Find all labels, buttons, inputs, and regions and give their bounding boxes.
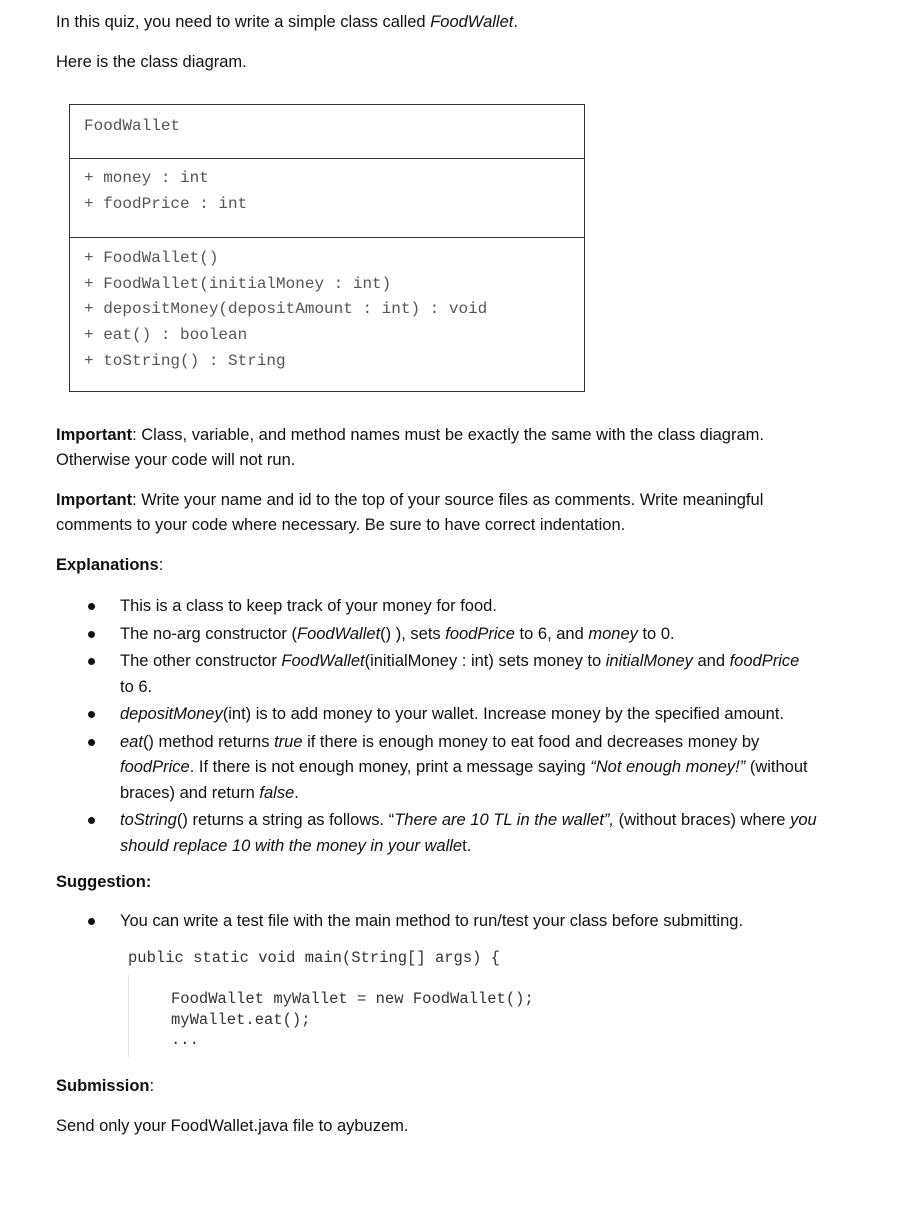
intro-class-name: FoodWallet: [430, 13, 514, 31]
list-item: [56, 909, 896, 935]
diagram-class-name: FoodWallet: [84, 117, 181, 135]
list-item-text: . If there is not enough money, print a message saying: [189, 758, 591, 776]
explanations-heading-text: Explanations: [56, 556, 159, 574]
submission-text: Send only your FoodWallet.java file to aybuzem.: [56, 1117, 409, 1135]
list-item-emphasis: should replace 10 with the money in your walle: [120, 836, 463, 855]
list-item-text: (int) is to add money to your wallet. Increase money by the specified amount.: [222, 705, 785, 723]
class-diagram: [69, 104, 585, 392]
list-item-text: () ), sets: [380, 624, 446, 643]
important-note-1-line-2: Otherwise your code will not run.: [56, 451, 296, 469]
submission-heading-text: Submission: [56, 1077, 150, 1095]
list-item-emphasis: FoodWallet: [281, 652, 365, 670]
list-item-emphasis: foodPrice: [729, 652, 800, 670]
explanations-heading: [56, 553, 163, 578]
intro-line-2: Here is the class diagram.: [56, 53, 247, 71]
list-item-emphasis: foodPrice: [120, 758, 190, 776]
list-item-emphasis: money: [588, 624, 638, 643]
list-item-text: (without braces) where: [614, 811, 791, 829]
submission-heading: [56, 1074, 154, 1099]
explanations-list: [56, 594, 896, 861]
diagram-attributes-section: [70, 158, 584, 238]
list-item-text: .: [294, 783, 299, 802]
diagram-method: + FoodWallet(initialMoney : int): [84, 275, 392, 293]
important-text: : Class, variable, and method names must be exactly the same with the class diagram.: [132, 426, 764, 444]
important-label: Important: [56, 426, 133, 444]
list-item-text: The other constructor: [120, 652, 282, 670]
list-item-emphasis: you: [790, 811, 817, 829]
suggestion-heading: [56, 870, 151, 895]
list-item: [56, 594, 896, 620]
diagram-name-section: [70, 105, 584, 159]
code-main-signature: public static void main(String[] args) {: [128, 949, 501, 967]
code-block-border: [128, 975, 129, 1057]
list-item-emphasis: eat: [120, 732, 143, 751]
list-item: [56, 622, 896, 648]
list-item-emphasis: FoodWallet: [297, 624, 381, 643]
bullet-icon: [88, 658, 95, 665]
intro-period: .: [513, 13, 518, 31]
list-item: [56, 702, 896, 728]
important-text: : Write your name and id to the top of your source files as comments. Write meaningful: [132, 491, 764, 509]
explanations-colon: :: [158, 556, 164, 574]
list-item-emphasis: true: [274, 732, 303, 751]
list-item-emphasis: depositMoney: [120, 705, 223, 723]
suggestion-heading-text: Suggestion:: [56, 873, 152, 891]
list-item-text: (initialMoney : int) sets money to: [364, 652, 606, 670]
bullet-icon: [88, 817, 95, 824]
list-item-text: () method returns: [142, 732, 275, 751]
list-item-emphasis: There are 10 TL in the wallet”,: [394, 811, 614, 829]
important-note-2-line-2: comments to your code where necessary. Be sure to have correct indentation.: [56, 516, 626, 534]
list-item-emphasis: initialMoney: [605, 652, 693, 670]
list-item: [56, 730, 896, 807]
important-note-2-line-1: [56, 488, 763, 513]
list-item-text: t.: [462, 836, 472, 855]
list-item-text: to 6.: [120, 677, 153, 696]
list-item-text: The no-arg constructor (: [120, 624, 297, 643]
important-label: Important: [56, 491, 133, 509]
list-item: [56, 649, 896, 700]
diagram-attribute: + foodPrice : int: [84, 195, 248, 213]
suggestion-list: [56, 909, 896, 937]
code-line: FoodWallet myWallet = new FoodWallet();: [171, 990, 534, 1008]
list-item-emphasis: “Not enough money!”: [590, 758, 746, 776]
diagram-method: + depositMoney(depositAmount : int) : void: [84, 300, 488, 318]
list-item-text: and: [692, 652, 730, 670]
submission-colon: :: [149, 1077, 155, 1095]
code-line: myWallet.eat();: [171, 1011, 311, 1029]
diagram-method: + eat() : boolean: [84, 326, 248, 344]
bullet-icon: [88, 739, 95, 746]
list-item-emphasis: foodPrice: [445, 624, 515, 643]
diagram-method: + FoodWallet(): [84, 249, 219, 267]
list-item-text: to 6, and: [514, 624, 589, 643]
list-item-text: (without: [745, 758, 808, 776]
intro-text: In this quiz, you need to write a simple class called: [56, 13, 431, 31]
intro-line-1: [56, 10, 518, 35]
list-item-text: You can write a test file with the main method to run/test your class before submitting.: [120, 912, 744, 930]
diagram-method: + toString() : String: [84, 352, 286, 370]
bullet-icon: [88, 918, 95, 925]
important-note-1-line-1: [56, 423, 764, 448]
bullet-icon: [88, 603, 95, 610]
list-item-text: to 0.: [637, 624, 675, 643]
list-item-text: This is a class to keep track of your money for food.: [120, 597, 497, 615]
list-item-emphasis: false: [259, 783, 295, 802]
code-line: ...: [171, 1031, 199, 1049]
diagram-methods-section: [70, 237, 584, 391]
bullet-icon: [88, 631, 95, 638]
list-item: [56, 808, 896, 859]
list-item-text: braces) and return: [120, 783, 260, 802]
diagram-attribute: + money : int: [84, 169, 209, 187]
list-item-text: () returns a string as follows. “: [176, 811, 395, 829]
list-item-emphasis: toString: [120, 811, 177, 829]
list-item-text: if there is enough money to eat food and decreases money by: [302, 732, 760, 751]
bullet-icon: [88, 711, 95, 718]
